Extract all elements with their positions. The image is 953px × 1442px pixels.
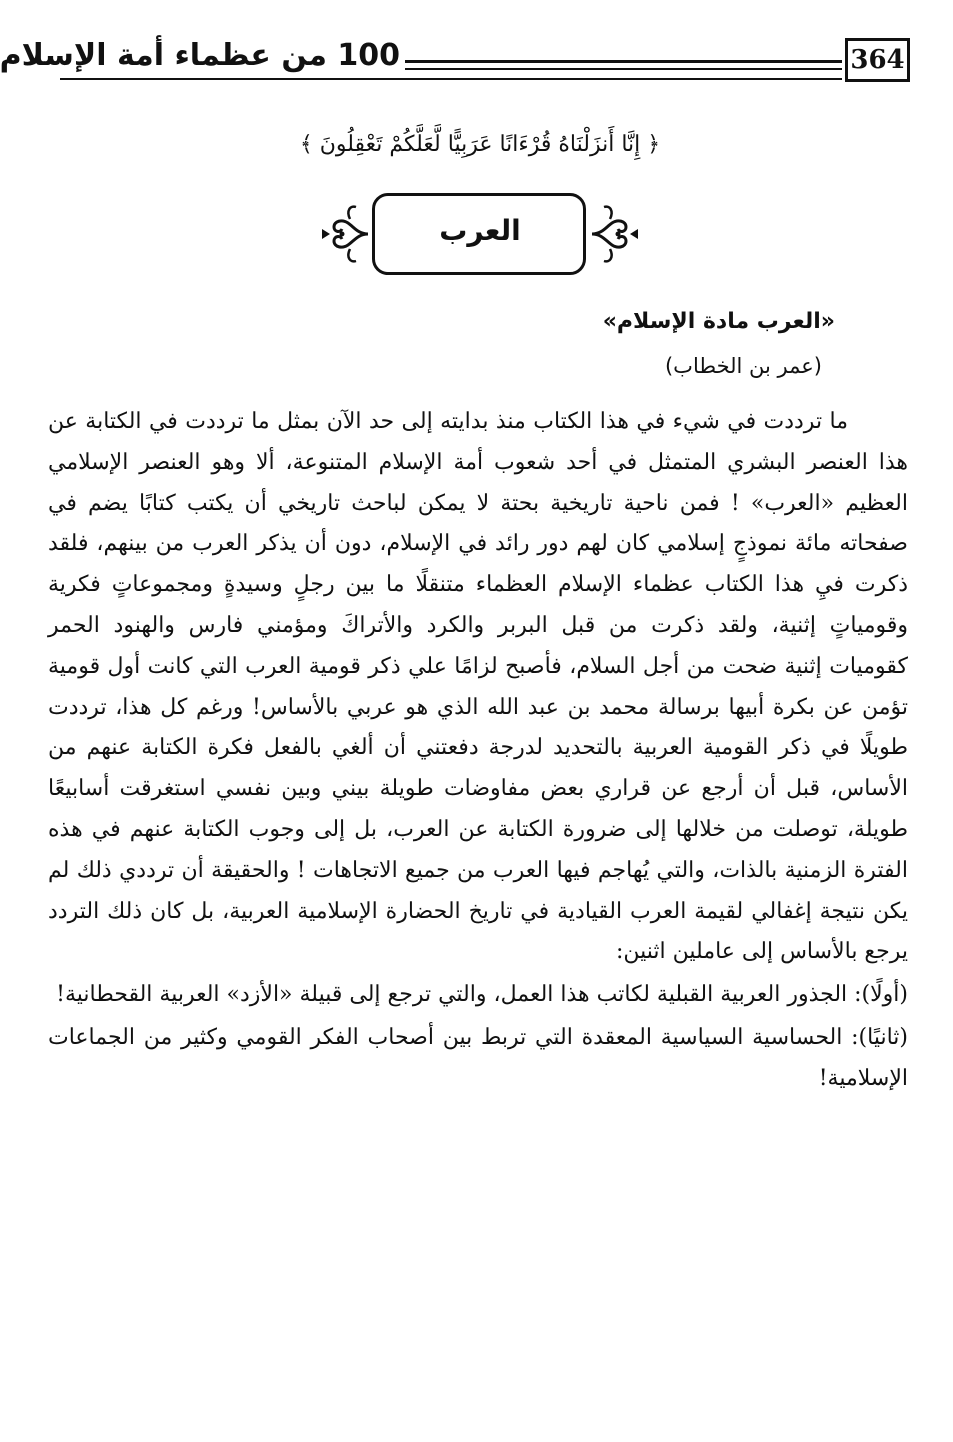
list-item: (ثانيًا): الحساسية السياسية المعقدة التي تربط بين أصحاب الفكر القومي وكثير من الجماعات الإسلامية! (48, 1024, 908, 1091)
header-rule (405, 68, 842, 70)
body-text (48, 402, 908, 1100)
chapter-heading (320, 193, 640, 277)
body-paragraph: ما ترددت في شيء في هذا الكتاب منذ بدايته إلى حد الآن بمثل ما ترددت في الكتابة عن هذا العنصر البشري المتمثل في أحد شعوب أمة الإسلام المتنوعة، ألا وهو العنصر الإسلامي العظيم «العرب» ! فمن ناحية تاريخية بحتة لا يمكن لباحث تاريخي أن يكتب كتابًا يضم في صفحاته مائة نموذجٍ إسلامي كان لهم دور رائد في الإسلام، دون أن يذكر العرب من بينهم، فلقد ذكرت فيِ هذا الكتاب عظماء الإسلام العظماء متنقلًا ما بين رجلٍ وسيدةٍ ومجموعاتٍ فكرية وقومياتٍ إثنية، ولقد ذكرت من قبل البربر والكرد والأتراكَ ومؤمني فارس والهنود الحمر كقوميات إثنية ضحت من أجل السلام، فأصبح لزامًا علي ذكر قومية العرب التي كانت أول قومية تؤمن عن بكرة أبيها برسالة محمد بن عبد الله الذي هو عربي بالأساس! ورغم كل هذا، ترددت طويلًا في ذكر القومية العربية بالتحديد لدرجة دفعتني أن ألغي بالفعل فكرة الكتابة عنهم من الأساس، قبل أن أرجع عن قراري بعض مفاوضات طويلة بيني وبين نفسي استغرقت أسابيعًا طويلة، توصلت من خلالها إلى ضرورة الكتابة عن العرب، بل إلى وجوب الكتابة عنهم في هذه الفترة الزمنية بالذات، والتي يُهاجم فيها العرب من جميع الاتجاهات ! والحقيقة أن ترددي ذلك لم يكن نتيجة إغفالي لقيمة العرب القيادية في تاريخ الحضارة الإسلامية العربية، بل كان ذلك التردد يرجع بالأساس إلى عاملين اثنين: (48, 409, 908, 965)
epigraph-attribution: (عمر بن الخطاب) (664, 354, 822, 378)
epigraph-quote: «العرب مادة الإسلام» (602, 309, 835, 334)
quran-verse: ﴿ إِنَّا أَنزَلْنَاهُ قُرْءَانًا عَرَبِيًّا لَّعَلَّكُمْ تَعْقِلُونَ ﴾ (299, 132, 661, 157)
list-item: (أولًا): الجذور العربية القبلية لكاتب هذا العمل، والتي ترجع إلى قبيلة «الأزد» العربية القحطانية! (56, 982, 908, 1008)
header-rule (60, 78, 842, 80)
book-title: 100 من عظماء أمة الإسلام (0, 38, 400, 73)
header-rule (405, 60, 842, 63)
ornament-scroll-icon (590, 199, 640, 269)
chapter-title: العرب (439, 214, 521, 247)
page-number: 364 (845, 38, 910, 82)
running-header (0, 38, 910, 98)
